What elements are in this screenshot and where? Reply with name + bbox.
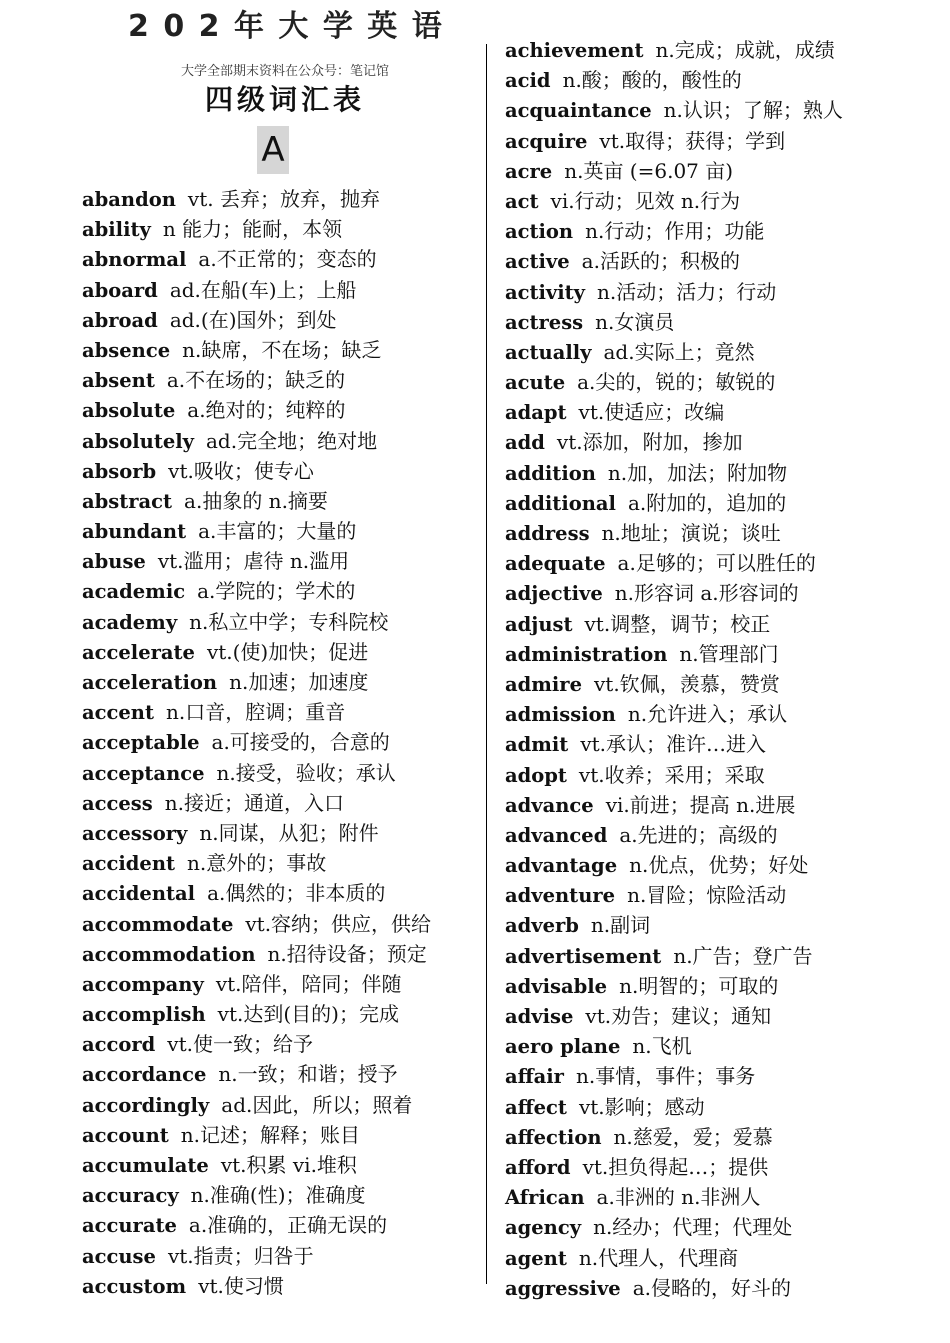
vocab-word: achievement: [505, 39, 644, 62]
vocab-definition: n.认识；了解；熟人: [663, 98, 843, 123]
vocab-definition: ad.因此，所以；照着: [221, 1092, 413, 1117]
vocab-entry: [82, 395, 431, 425]
vocab-word: abundant: [82, 520, 187, 544]
vocab-word: abuse: [82, 550, 146, 574]
vocab-word: absence: [82, 338, 171, 362]
vocab-entry: [505, 639, 843, 669]
vocab-entry: [82, 1180, 431, 1210]
left-column-clip: [0, 0, 486, 1298]
vocab-entry: [505, 277, 843, 307]
vocab-word: acute: [505, 371, 566, 395]
vocab-definition: vt.积累 vi.堆积: [220, 1153, 357, 1177]
vocab-definition: vt.达到(目的)；完成: [217, 1002, 399, 1027]
vocab-word: abstract: [82, 489, 173, 513]
vocab-definition: a.先进的；高级的: [619, 822, 778, 847]
vocab-entry: [505, 427, 843, 457]
vocab-word: accordance: [82, 1063, 207, 1087]
vocab-entry: [82, 1059, 431, 1089]
vocab-word: acceptable: [82, 731, 200, 755]
vocab-entry: [505, 820, 843, 850]
vocab-entry: [82, 214, 431, 244]
vocab-entry: [505, 367, 843, 397]
vocab-word: adequate: [505, 552, 606, 576]
vocab-word: academic: [82, 580, 186, 604]
vocab-entry: [82, 456, 431, 486]
vocab-word: accustom: [82, 1274, 187, 1298]
vocab-definition: n.管理部门: [679, 641, 779, 666]
vocab-entry: [82, 969, 431, 999]
vocab-word: acre: [505, 159, 553, 183]
vocab-definition: a.侵略的，好斗的: [632, 1275, 791, 1300]
vocab-entry: [505, 156, 843, 186]
vocab-definition: a.不正常的；变态的: [198, 247, 377, 272]
left-word-list: [82, 184, 431, 1301]
vocab-definition: vt.陪伴，陪同；伴随: [215, 971, 402, 996]
vocab-word: absorb: [82, 459, 157, 483]
vocab-definition: n.意外的；事故: [187, 851, 327, 876]
vocab-word: add: [505, 431, 545, 455]
vocab-word: acceleration: [82, 671, 218, 694]
vocab-entry: [82, 848, 431, 878]
vocab-definition: a.不在场的；缺乏的: [166, 368, 346, 393]
vocab-definition: a.学院的；学术的: [197, 579, 356, 604]
vocab-entry: [82, 275, 431, 305]
vocab-definition: a.准确的，正确无误的: [188, 1213, 388, 1238]
vocab-entry: [505, 790, 843, 820]
vocab-word: accent: [82, 701, 154, 725]
vocab-entry: [505, 850, 843, 880]
vocab-word: accident: [82, 852, 176, 876]
vocab-entry: [505, 669, 843, 699]
vocab-entry: [82, 1241, 431, 1271]
vocab-definition: n.同谋，从犯；附件: [199, 820, 379, 845]
vocab-entry: [82, 637, 431, 667]
vocab-definition: n.接近；通道，入口: [164, 790, 344, 815]
vocab-definition: n.地址；演说；谈吐: [601, 521, 781, 545]
vocab-definition: n.经办；代理；代理处: [593, 1215, 793, 1240]
vocab-entry: [505, 1001, 843, 1031]
vocab-entry: [82, 1120, 431, 1150]
vocab-word: act: [505, 189, 539, 213]
vocab-entry: [505, 1061, 843, 1091]
vocab-entry: [82, 727, 431, 757]
vocab-word: advisable: [505, 974, 608, 998]
right-word-list: [505, 35, 843, 1300]
vocab-definition: vt.指责；归咎于: [167, 1243, 314, 1268]
vocab-word: adventure: [505, 884, 616, 908]
vocab-word: acquaintance: [505, 99, 652, 123]
vocab-definition: n.行动；作用；功能: [585, 219, 765, 244]
vocab-word: acid: [505, 69, 551, 93]
vocab-entry: [82, 1029, 431, 1059]
vocab-word: abandon: [82, 188, 176, 211]
vocab-definition: vt.使习惯: [198, 1273, 284, 1298]
vocab-word: account: [82, 1123, 169, 1147]
vocab-entry: [505, 729, 843, 759]
vocab-definition: n.飞机: [632, 1034, 692, 1059]
vocab-word: accumulate: [82, 1154, 209, 1177]
vocab-word: active: [505, 250, 570, 274]
vocab-word: accommodate: [82, 912, 234, 936]
vocab-entry: [82, 365, 431, 395]
vocab-definition: n.允许进入；承认: [627, 702, 788, 727]
vocab-word: accidental: [82, 882, 196, 906]
vocab-word: access: [82, 791, 153, 815]
vocab-entry: [505, 1182, 843, 1212]
vocab-word: academy: [82, 610, 178, 634]
vocab-definition: vt.劝告；建议；通知: [585, 1004, 772, 1028]
vocab-word: aboard: [82, 278, 158, 302]
vocab-definition: a.活跃的；积极的: [581, 249, 740, 274]
vocab-word: advanced: [505, 823, 608, 847]
vocab-definition: n.口音，腔调；重音: [165, 700, 346, 725]
vocab-word: accompany: [82, 972, 204, 996]
vocab-entry: [82, 576, 431, 606]
vocab-word: acceptance: [82, 761, 205, 785]
vocab-word: affection: [505, 1125, 602, 1149]
vocab-word: action: [505, 220, 574, 244]
vocab-entry: [505, 760, 843, 790]
vocab-entry: [505, 1152, 843, 1182]
vocab-definition: vt.收养；采用；采取: [578, 762, 765, 787]
vocab-entry: [82, 667, 431, 697]
vocab-definition: n.冒险；惊险活动: [627, 883, 787, 908]
vocab-entry: [505, 548, 843, 578]
vocab-definition: ad.完全地；绝对地: [206, 428, 378, 453]
vocab-definition: a.非洲的 n.非洲人: [596, 1185, 761, 1210]
vocab-entry: [505, 35, 843, 65]
vocab-definition: vt.承认；准许…进入: [580, 732, 767, 757]
vocab-word: aggressive: [505, 1276, 621, 1300]
vocab-entry: [505, 1273, 843, 1303]
vocab-definition: vt.调整，调节；校正: [584, 611, 771, 636]
vocab-definition: vt.(使)加快；促进: [206, 639, 369, 664]
vocab-definition: n.明智的；可取的: [619, 973, 779, 998]
vocab-entry: [505, 186, 843, 216]
vocab-entry: [505, 95, 843, 125]
vocab-definition: vi.前进；提高 n.进展: [605, 792, 796, 817]
vocab-definition: n.代理人，代理商: [578, 1245, 739, 1270]
vocab-definition: n.招待设备；预定: [267, 941, 427, 966]
vocab-entry: [82, 1150, 431, 1180]
vocab-word: additional: [505, 491, 616, 515]
vocab-word: acquire: [505, 129, 588, 153]
vocab-entry: [82, 788, 431, 818]
vocab-entry: [82, 305, 431, 335]
vocab-entry: [82, 878, 431, 908]
vocab-entry: [505, 518, 843, 548]
vocab-definition: vt.容纳；供应，供给: [245, 911, 432, 936]
vocab-word: afford: [505, 1155, 571, 1179]
vocab-entry: [505, 1122, 843, 1152]
vocab-definition: n.形容词 a.形容词的: [614, 581, 799, 606]
vocab-entry: [82, 818, 431, 848]
vocab-definition: n.缺席，不在场；缺乏: [182, 337, 382, 362]
vocab-entry: [505, 246, 843, 276]
vocab-word: admit: [505, 733, 569, 757]
vocab-entry: [82, 335, 431, 365]
vocab-entry: [82, 244, 431, 274]
page-title: 四级词汇表: [204, 83, 365, 116]
vocab-definition: n.广告；登广告: [673, 943, 813, 968]
vocab-definition: a.丰富的；大量的: [198, 519, 357, 544]
vocab-word: accommodation: [82, 942, 256, 966]
vocab-entry: [505, 397, 843, 427]
vocab-word: actress: [505, 310, 584, 334]
vocab-definition: a.绝对的；纯粹的: [187, 398, 346, 423]
vocab-definition: a.尖的，锐的；敏锐的: [577, 370, 776, 395]
vocab-word: abnormal: [82, 248, 187, 272]
vocab-definition: n.完成；成就，成绩: [655, 38, 835, 62]
vocab-definition: vt.吸收；使专心: [168, 458, 314, 483]
vocab-entry: [82, 758, 431, 788]
vocab-word: ability: [82, 218, 151, 242]
vocab-definition: a.附加的，追加的: [627, 490, 787, 515]
vocab-word: accordingly: [82, 1093, 210, 1117]
vocab-entry: [505, 941, 843, 971]
clipped-header-text: 2 0 2 年 大 学 英 语: [128, 9, 444, 44]
vocab-entry: [82, 607, 431, 637]
vocab-definition: n.慈爱，爱；爱慕: [613, 1124, 773, 1149]
vocab-entry: [82, 939, 431, 969]
vocab-entry: [82, 999, 431, 1029]
vocab-entry: [505, 458, 843, 488]
vocab-word: advantage: [505, 854, 618, 878]
vocab-word: activity: [505, 280, 585, 304]
vocab-word: addition: [505, 461, 596, 485]
vocab-word: affect: [505, 1095, 567, 1119]
vocab-definition: vt.担负得起…；提供: [582, 1154, 769, 1179]
vocab-word: adverb: [505, 914, 579, 938]
vocab-word: admire: [505, 672, 582, 696]
vocab-definition: n.接受，验收；承认: [216, 760, 396, 785]
vocab-definition: a.可接受的，合意的: [211, 730, 390, 755]
vocab-definition: n.加，加法；附加物: [607, 460, 788, 485]
vocab-word: agency: [505, 1216, 582, 1240]
vocab-word: administration: [505, 642, 668, 666]
vocab-entry: [82, 546, 431, 576]
vocab-word: affair: [505, 1065, 564, 1089]
vocab-entry: [82, 184, 431, 214]
vocab-word: accomplish: [82, 1003, 206, 1027]
vocab-entry: [505, 1092, 843, 1122]
vocab-definition: a.抽象的 n.摘要: [184, 488, 328, 513]
vocab-entry: [82, 909, 431, 939]
vocab-word: abroad: [82, 308, 158, 332]
vocab-entry: [82, 516, 431, 546]
vocab-definition: n.一致；和谐；授予: [218, 1062, 398, 1087]
vocab-definition: vt.取得；获得；学到: [599, 128, 786, 153]
vocab-entry: [505, 337, 843, 367]
vocab-word: adjust: [505, 612, 573, 636]
vocab-definition: n.加速；加速度: [229, 670, 369, 694]
vocab-word: absolute: [82, 399, 176, 423]
vocab-definition: n.记述；解释；账目: [180, 1122, 361, 1147]
vocab-word: actually: [505, 340, 592, 364]
vocab-word: absent: [82, 369, 155, 393]
vocab-entry: [505, 880, 843, 910]
vocab-entry: [505, 1243, 843, 1273]
vocab-definition: vt. 丢弃；放弃，抛弃: [187, 187, 380, 211]
vocab-definition: n.英亩 (=6.07 亩): [564, 158, 734, 183]
section-letter: A: [257, 126, 289, 174]
vocab-entry: [505, 488, 843, 518]
vocab-definition: n.私立中学；专科院校: [189, 609, 389, 634]
vocab-definition: n.事情，事件；事务: [575, 1064, 756, 1089]
vocab-definition: a.足够的；可以胜任的: [617, 551, 816, 576]
vocab-entry: [82, 1210, 431, 1240]
vocab-entry: [505, 1031, 843, 1061]
vocab-entry: [82, 486, 431, 516]
vocab-word: accelerate: [82, 640, 195, 664]
vocab-word: advertisement: [505, 944, 662, 968]
vocab-definition: ad.实际上；竟然: [603, 339, 755, 364]
vocab-word: adjective: [505, 582, 603, 606]
column-divider: [486, 44, 487, 1284]
vocab-definition: ad.在船(车)上；上船: [169, 277, 357, 302]
vocab-definition: vt.钦佩，羡慕，赞赏: [594, 671, 780, 696]
vocab-definition: vt.添加，附加，掺加: [556, 430, 743, 455]
vocab-word: accuracy: [82, 1184, 179, 1208]
vocab-entry: [82, 426, 431, 456]
vocab-definition: n 能力；能耐，本领: [162, 217, 343, 242]
vocab-word: accessory: [82, 821, 188, 845]
vocab-word: address: [505, 522, 590, 545]
vocab-definition: vt.影响；感动: [578, 1094, 705, 1119]
vocab-entry: [505, 1212, 843, 1242]
vocab-definition: n.准确(性)；准确度: [190, 1183, 366, 1208]
vocab-word: absolutely: [82, 429, 194, 453]
vocab-definition: a.偶然的；非本质的: [207, 881, 386, 906]
vocab-entry: [505, 578, 843, 608]
vocab-entry: [505, 65, 843, 95]
vocab-entry: [505, 910, 843, 940]
vocab-word: advise: [505, 1005, 574, 1028]
vocab-definition: n.优点，优势；好处: [629, 853, 809, 878]
vocab-definition: vt.滥用；虐待 n.滥用: [157, 549, 350, 574]
vocab-word: agent: [505, 1246, 567, 1270]
vocab-entry: [505, 609, 843, 639]
vocab-entry: [505, 307, 843, 337]
vocab-word: accord: [82, 1033, 156, 1057]
vocab-definition: n.酸；酸的，酸性的: [562, 68, 742, 93]
vocab-definition: vi.行动；见效 n.行为: [550, 188, 741, 213]
vocab-word: advance: [505, 793, 594, 817]
subtitle: 大学全部期末资料在公众号：笔记馆: [180, 64, 389, 79]
vocab-word: accurate: [82, 1214, 177, 1238]
vocab-definition: ad.(在)国外；到处: [169, 307, 337, 332]
vocab-entry: [505, 699, 843, 729]
vocab-entry: [505, 216, 843, 246]
vocab-entry: [82, 697, 431, 727]
vocab-definition: vt.使适应；改编: [578, 400, 725, 425]
vocab-word: adopt: [505, 763, 567, 787]
vocab-entry: [82, 1090, 431, 1120]
vocab-entry: [505, 971, 843, 1001]
vocab-word: adapt: [505, 401, 567, 425]
vocab-entry: [505, 126, 843, 156]
vocab-word: African: [505, 1186, 585, 1210]
vocab-definition: n.活动；活力；行动: [597, 279, 777, 304]
vocab-word: admission: [505, 703, 616, 727]
vocab-entry: [82, 1271, 431, 1301]
vocab-definition: n.副词: [590, 913, 651, 938]
vocab-word: accuse: [82, 1244, 156, 1268]
vocab-word: aero plane: [505, 1035, 621, 1059]
vocab-definition: vt.使一致；给予: [167, 1032, 313, 1057]
vocab-definition: n.女演员: [595, 309, 675, 334]
